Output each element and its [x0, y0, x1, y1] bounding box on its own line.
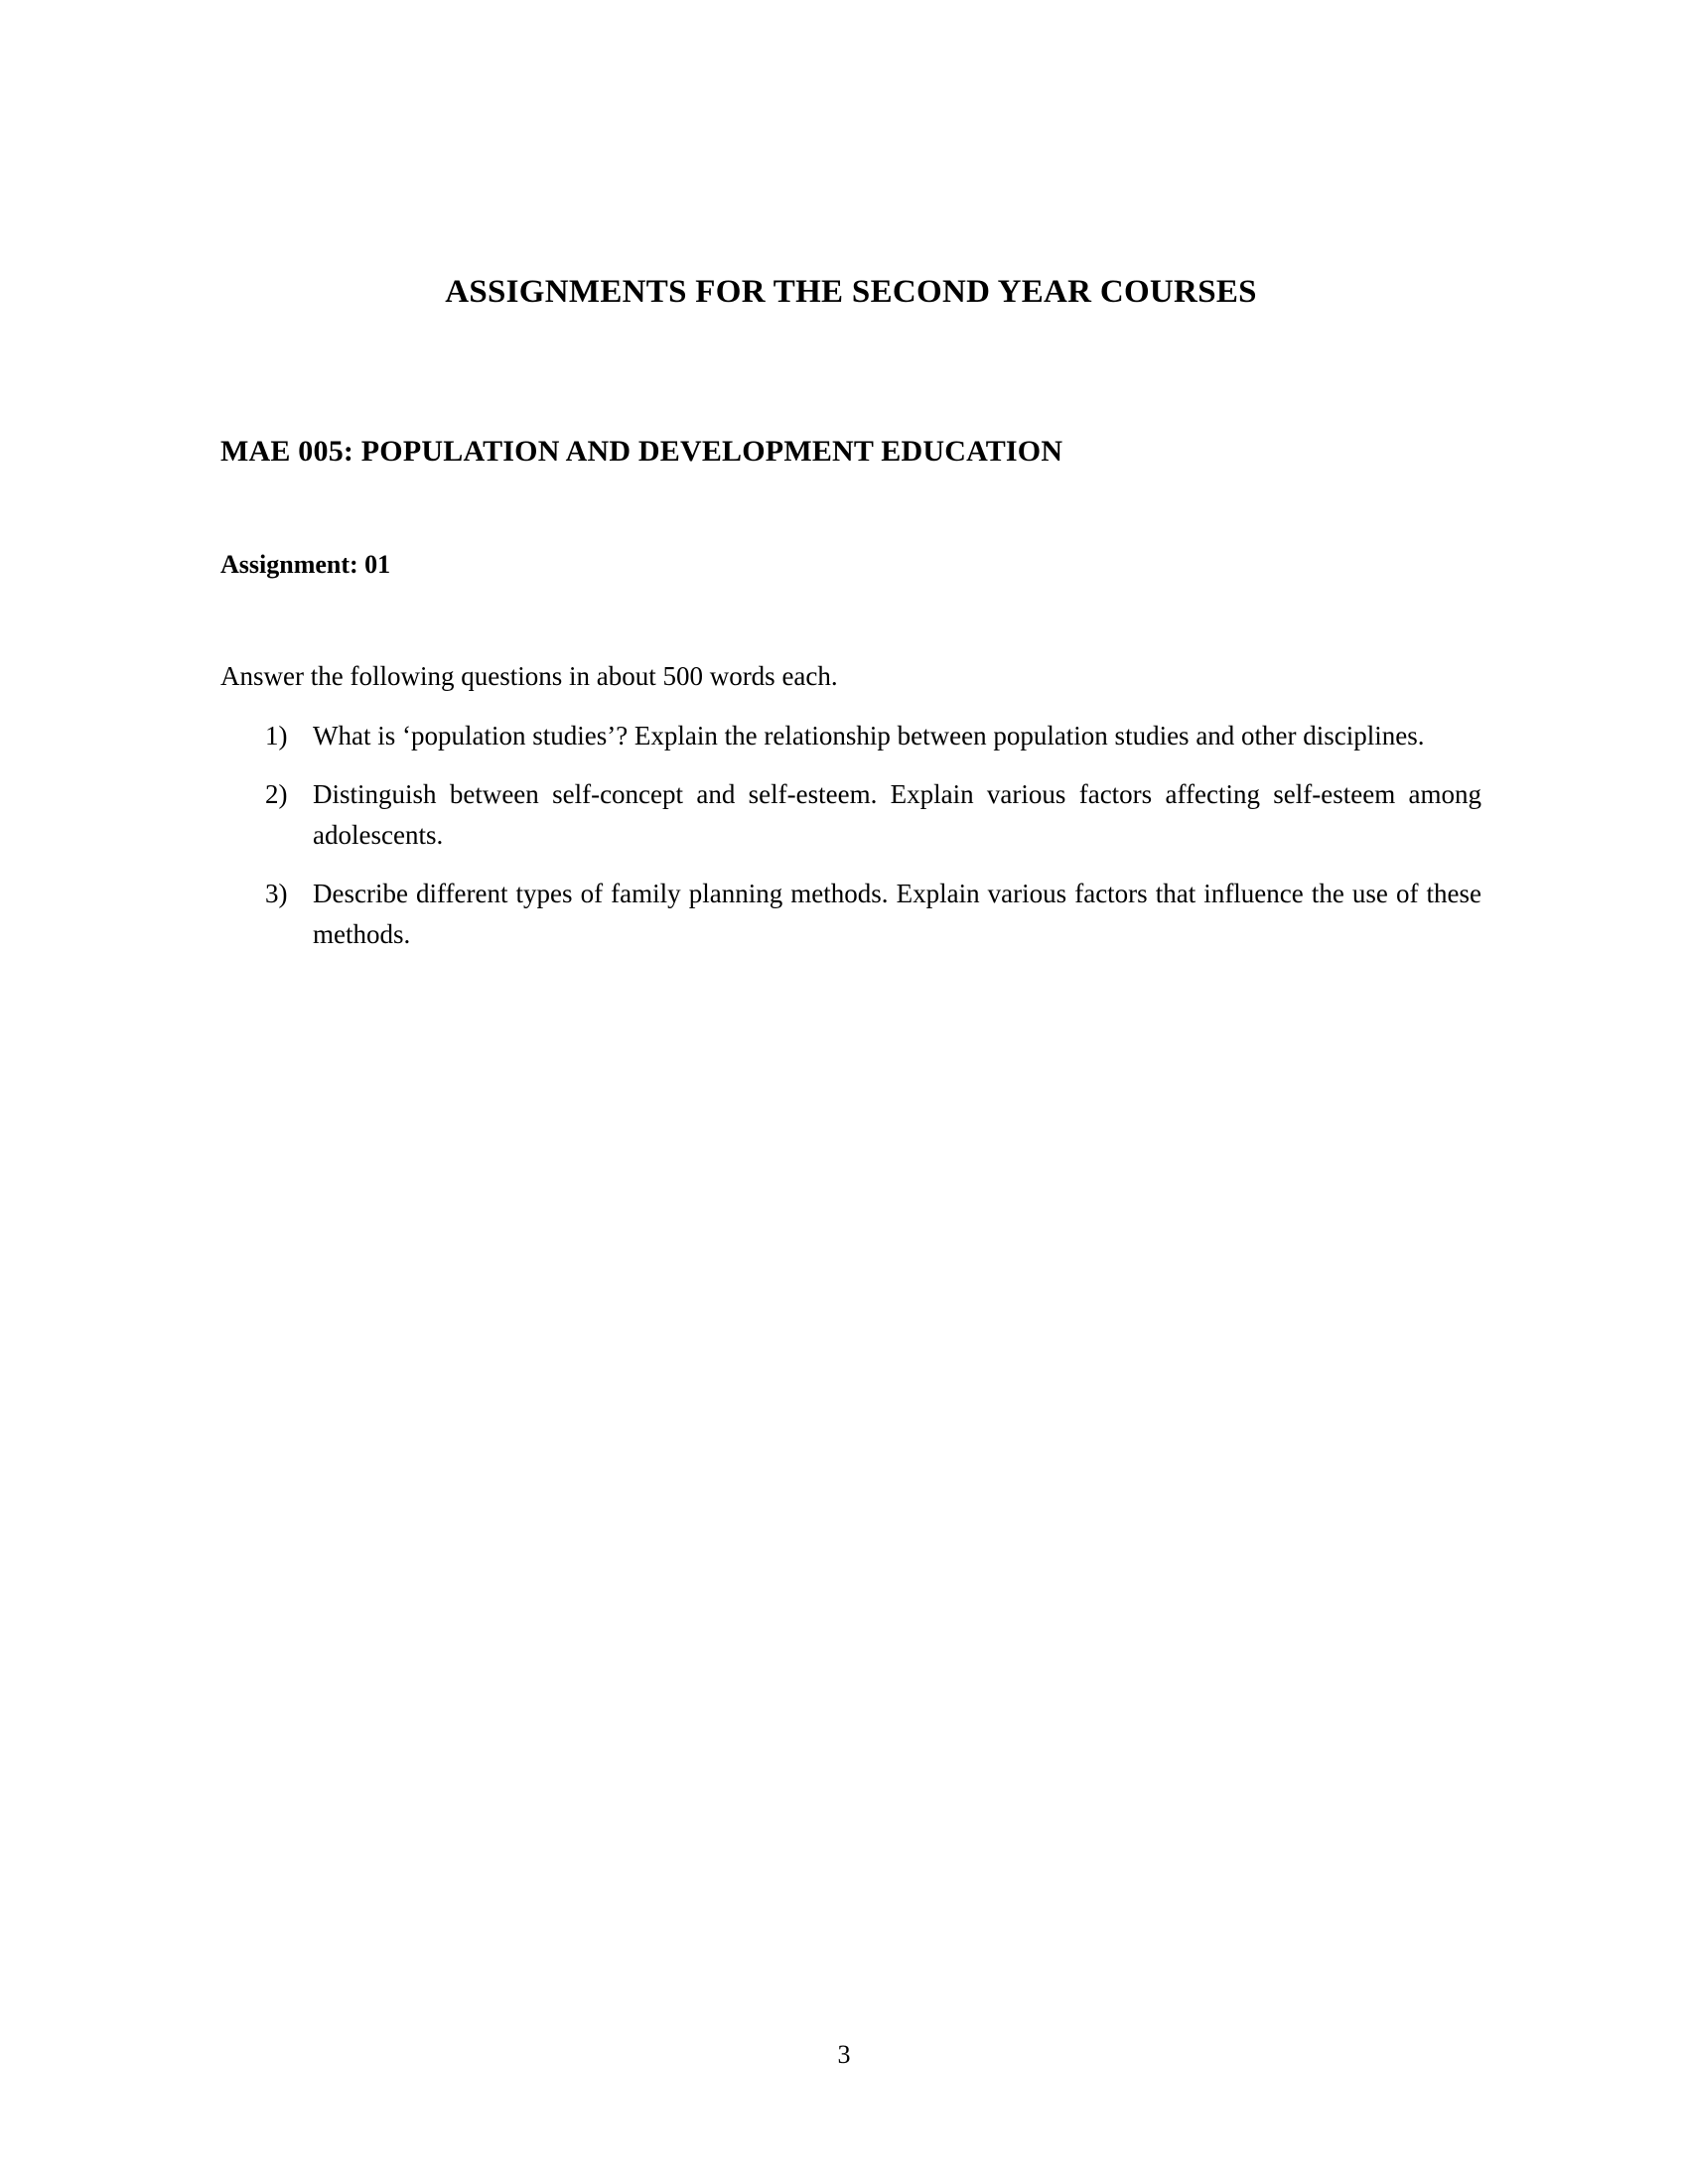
question-number: 2)	[265, 779, 288, 810]
list-item	[220, 716, 1481, 756]
course-heading: MAE 005: POPULATION AND DEVELOPMENT EDUCATION	[220, 435, 1063, 468]
question-text: Distinguish between self-concept and self-esteem. Explain various factors affecting self-esteem among adolescents.	[313, 779, 1481, 851]
list-item	[220, 874, 1481, 955]
question-number: 1)	[265, 721, 288, 751]
question-list	[220, 716, 1481, 955]
page-number: 3	[837, 2040, 851, 2069]
question-text: What is ‘population studies’? Explain the relationship between population studies and other disciplines.	[313, 721, 1425, 751]
list-item	[220, 774, 1481, 856]
page-content	[220, 0, 1481, 955]
page-title: ASSIGNMENTS FOR THE SECOND YEAR COURSES	[445, 274, 1257, 310]
question-text: Describe different types of family planning methods. Explain various factors that influence the use of these methods.	[313, 879, 1481, 950]
question-number: 3)	[265, 879, 288, 909]
instruction-text: Answer the following questions in about 500 words each.	[220, 661, 838, 691]
assignment-label: Assignment: 01	[220, 550, 391, 579]
